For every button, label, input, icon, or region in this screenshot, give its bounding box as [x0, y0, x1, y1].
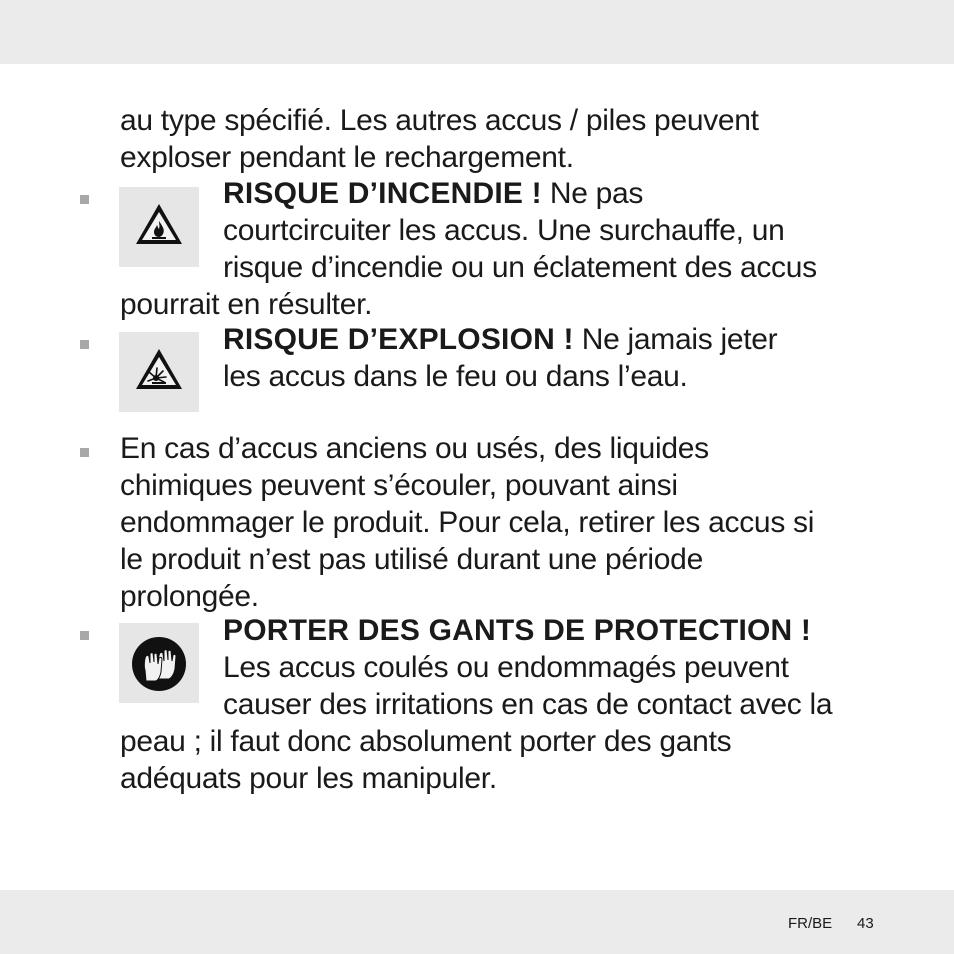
fire-warning-line-3: risque d’incendie ou un éclatement des accus	[223, 251, 817, 284]
fire-warning-line-1	[223, 175, 643, 212]
header-band	[0, 0, 954, 64]
leak-notice-line-1: En cas d’accus anciens ou usés, des liquides	[120, 432, 709, 465]
gloves-warning-line-4: peau ; il faut donc absolument porter des gants	[120, 725, 732, 758]
fire-warning-heading: RISQUE D’INCENDIE !	[223, 177, 542, 210]
protective-gloves-icon	[119, 623, 199, 703]
gloves-warning-line-5: adéquats pour les manipuler.	[120, 762, 497, 795]
leak-notice-line-5: prolongée.	[120, 580, 259, 613]
explosion-warning-line-1-text: Ne jamais jeter	[573, 323, 778, 356]
bullet-marker	[80, 340, 89, 349]
explosion-warning-heading: RISQUE D’EXPLOSION !	[223, 323, 574, 356]
fire-warning-line-1-text: Ne pas	[541, 177, 644, 210]
footer-locale: FR/BE	[788, 915, 833, 932]
fire-warning-line-2: courtcircuiter les accus. Une surchauffe, un	[223, 214, 785, 247]
gloves-warning-heading: PORTER DES GANTS DE PROTECTION !	[223, 614, 812, 647]
bullet-marker	[80, 631, 89, 640]
leak-notice-line-2: chimiques peuvent s’écouler, pouvant ainsi	[120, 469, 678, 502]
explosion-warning-line-1	[223, 321, 777, 358]
flammable-warning-icon	[119, 187, 199, 267]
bullet-marker	[80, 448, 89, 457]
gloves-warning-line-1	[223, 612, 811, 649]
explosive-warning-icon	[119, 332, 199, 412]
leak-notice-line-4: le produit n’est pas utilisé durant une période	[120, 543, 703, 576]
intro-line-1: au type spécifié. Les autres accus / piles peuvent	[120, 104, 759, 137]
page-number: 43	[857, 915, 874, 932]
intro-line-2: exploser pendant le rechargement.	[120, 141, 574, 174]
gloves-warning-line-2: Les accus coulés ou endommagés peuvent	[223, 651, 789, 684]
fire-warning-line-4: pourrait en résulter.	[120, 288, 373, 321]
gloves-warning-line-3: causer des irritations en cas de contact avec la	[223, 688, 833, 721]
leak-notice-line-3: endommager le produit. Pour cela, retirer les accus si	[120, 506, 815, 539]
bullet-marker	[80, 195, 89, 204]
explosion-warning-line-2: les accus dans le feu ou dans l’eau.	[223, 360, 688, 393]
